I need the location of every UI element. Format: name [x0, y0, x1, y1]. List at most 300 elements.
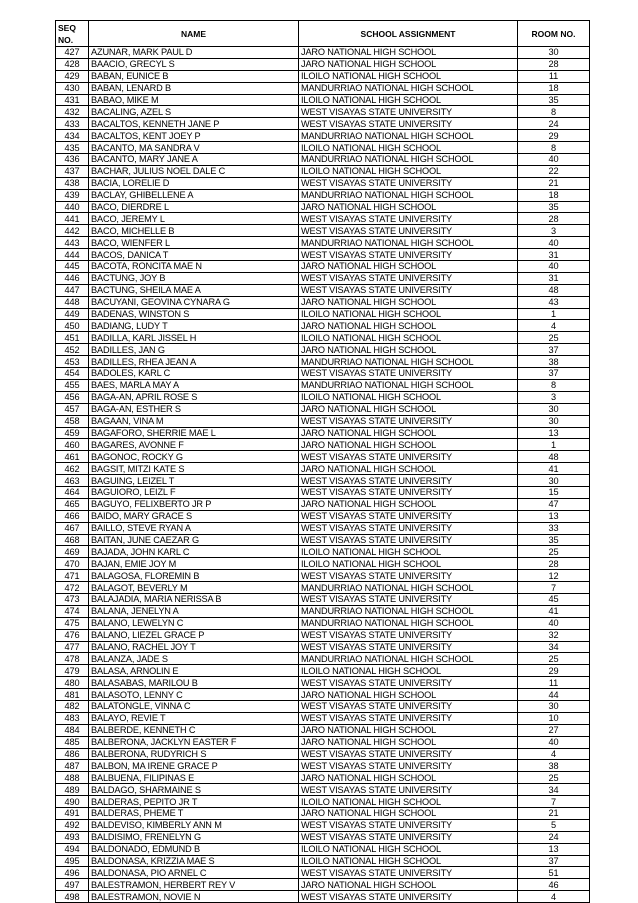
- cell-school: ILOILO NATIONAL HIGH SCHOOL: [299, 665, 518, 677]
- cell-room: 8: [518, 142, 590, 154]
- table-row: [56, 225, 590, 237]
- cell-name: BACANTO, MARY JANE A: [89, 154, 299, 166]
- cell-name: BAGAAN, VINA M: [89, 415, 299, 427]
- header-seq-line2: NO.: [58, 34, 74, 45]
- cell-seq: 434: [56, 130, 89, 142]
- cell-seq: 454: [56, 368, 89, 380]
- table-row: [56, 427, 590, 439]
- cell-school: WEST VISAYAS STATE UNIVERSITY: [299, 272, 518, 284]
- table-row: [56, 510, 590, 522]
- cell-room: 51: [518, 867, 590, 879]
- cell-school: MANDURRIAO NATIONAL HIGH SCHOOL: [299, 82, 518, 94]
- cell-seq: 427: [56, 47, 89, 59]
- cell-name: BALAJADIA, MARIA NERISSA B: [89, 593, 299, 605]
- table-row: [56, 498, 590, 510]
- cell-room: 30: [518, 700, 590, 712]
- cell-room: 4: [518, 891, 590, 903]
- cell-room: 48: [518, 451, 590, 463]
- cell-seq: 448: [56, 296, 89, 308]
- cell-school: WEST VISAYAS STATE UNIVERSITY: [299, 570, 518, 582]
- cell-school: WEST VISAYAS STATE UNIVERSITY: [299, 641, 518, 653]
- cell-name: BACLAY, GHIBELLENE A: [89, 189, 299, 201]
- header-school: SCHOOL ASSIGNMENT: [299, 21, 518, 47]
- cell-room: 31: [518, 272, 590, 284]
- table-row: [56, 201, 590, 213]
- header-seq-line1: SEQ: [58, 22, 76, 33]
- cell-room: 35: [518, 534, 590, 546]
- cell-name: BAGUIORO, LEIZL F: [89, 486, 299, 498]
- cell-room: 18: [518, 82, 590, 94]
- table-row: [56, 760, 590, 772]
- cell-room: 31: [518, 249, 590, 261]
- cell-room: 25: [518, 653, 590, 665]
- table-row: [56, 700, 590, 712]
- cell-school: WEST VISAYAS STATE UNIVERSITY: [299, 475, 518, 487]
- cell-school: JARO NATIONAL HIGH SCHOOL: [299, 498, 518, 510]
- cell-name: BALBERDE, KENNETH C: [89, 724, 299, 736]
- cell-seq: 445: [56, 261, 89, 273]
- cell-name: BACTUNG, SHEILA MAE A: [89, 284, 299, 296]
- cell-room: 24: [518, 831, 590, 843]
- cell-school: JARO NATIONAL HIGH SCHOOL: [299, 344, 518, 356]
- table-row: [56, 593, 590, 605]
- table-row: [56, 534, 590, 546]
- cell-seq: 480: [56, 677, 89, 689]
- table-row: [56, 308, 590, 320]
- cell-room: 37: [518, 344, 590, 356]
- cell-room: 27: [518, 724, 590, 736]
- table-row: [56, 796, 590, 808]
- cell-room: 13: [518, 427, 590, 439]
- table-row: [56, 879, 590, 891]
- table-row: [56, 867, 590, 879]
- table-row: [56, 403, 590, 415]
- cell-seq: 449: [56, 308, 89, 320]
- cell-seq: 428: [56, 58, 89, 70]
- table-row: [56, 736, 590, 748]
- cell-seq: 494: [56, 843, 89, 855]
- cell-seq: 429: [56, 70, 89, 82]
- cell-room: 43: [518, 296, 590, 308]
- cell-name: BAGA-AN, ESTHER S: [89, 403, 299, 415]
- table-row: [56, 439, 590, 451]
- table-row: [56, 891, 590, 903]
- assignment-table: [55, 20, 590, 903]
- cell-seq: 489: [56, 784, 89, 796]
- cell-school: ILOILO NATIONAL HIGH SCHOOL: [299, 855, 518, 867]
- cell-name: BADOLES, KARL C: [89, 368, 299, 380]
- cell-room: 40: [518, 237, 590, 249]
- table-row: [56, 356, 590, 368]
- cell-name: BAJAN, EMIE JOY M: [89, 558, 299, 570]
- cell-name: BAIDO, MARY GRACE S: [89, 510, 299, 522]
- cell-seq: 455: [56, 379, 89, 391]
- cell-name: BALDONADO, EDMUND B: [89, 843, 299, 855]
- header-name: NAME: [89, 21, 299, 47]
- cell-name: BABAN, LENARD B: [89, 82, 299, 94]
- cell-school: ILOILO NATIONAL HIGH SCHOOL: [299, 142, 518, 154]
- cell-room: 46: [518, 879, 590, 891]
- cell-room: 1: [518, 439, 590, 451]
- cell-seq: 496: [56, 867, 89, 879]
- cell-name: BAJADA, JOHN KARL C: [89, 546, 299, 558]
- table-row: [56, 142, 590, 154]
- table-row: [56, 772, 590, 784]
- cell-school: WEST VISAYAS STATE UNIVERSITY: [299, 629, 518, 641]
- cell-name: BADILLA, KARL JISSEL H: [89, 332, 299, 344]
- cell-name: BACALTOS, KENT JOEY P: [89, 130, 299, 142]
- cell-room: 34: [518, 641, 590, 653]
- cell-seq: 497: [56, 879, 89, 891]
- cell-name: BADIANG, LUDY T: [89, 320, 299, 332]
- table-row: [56, 808, 590, 820]
- cell-seq: 478: [56, 653, 89, 665]
- cell-school: ILOILO NATIONAL HIGH SCHOOL: [299, 796, 518, 808]
- cell-name: BALDONASA, PIO ARNEL C: [89, 867, 299, 879]
- cell-school: WEST VISAYAS STATE UNIVERSITY: [299, 284, 518, 296]
- cell-room: 24: [518, 118, 590, 130]
- cell-school: WEST VISAYAS STATE UNIVERSITY: [299, 677, 518, 689]
- cell-room: 11: [518, 70, 590, 82]
- cell-room: 47: [518, 498, 590, 510]
- cell-name: BALDONASA, KRIZZIA MAE S: [89, 855, 299, 867]
- cell-name: BALANA, JENELYN A: [89, 605, 299, 617]
- cell-seq: 463: [56, 475, 89, 487]
- cell-room: 7: [518, 582, 590, 594]
- table-row: [56, 344, 590, 356]
- cell-name: BADENAS, WINSTON S: [89, 308, 299, 320]
- cell-name: BABAO, MIKE M: [89, 94, 299, 106]
- cell-seq: 477: [56, 641, 89, 653]
- cell-school: JARO NATIONAL HIGH SCHOOL: [299, 772, 518, 784]
- cell-name: BALANO, LEWELYN C: [89, 617, 299, 629]
- cell-room: 32: [518, 629, 590, 641]
- cell-school: WEST VISAYAS STATE UNIVERSITY: [299, 867, 518, 879]
- cell-name: BALDERAS, PEPITO JR T: [89, 796, 299, 808]
- cell-school: MANDURRIAO NATIONAL HIGH SCHOOL: [299, 130, 518, 142]
- cell-school: WEST VISAYAS STATE UNIVERSITY: [299, 451, 518, 463]
- cell-room: 40: [518, 617, 590, 629]
- cell-name: BACHAR, JULIUS NOEL DALE C: [89, 165, 299, 177]
- cell-school: JARO NATIONAL HIGH SCHOOL: [299, 261, 518, 273]
- cell-room: 28: [518, 213, 590, 225]
- header-seq: [56, 21, 89, 47]
- cell-room: 41: [518, 605, 590, 617]
- table-row: [56, 724, 590, 736]
- table-row: [56, 213, 590, 225]
- cell-room: 28: [518, 558, 590, 570]
- cell-seq: 462: [56, 463, 89, 475]
- cell-room: 33: [518, 522, 590, 534]
- cell-seq: 487: [56, 760, 89, 772]
- cell-school: ILOILO NATIONAL HIGH SCHOOL: [299, 843, 518, 855]
- cell-seq: 451: [56, 332, 89, 344]
- table-row: [56, 653, 590, 665]
- cell-seq: 495: [56, 855, 89, 867]
- table-row: [56, 665, 590, 677]
- cell-school: JARO NATIONAL HIGH SCHOOL: [299, 296, 518, 308]
- cell-school: WEST VISAYAS STATE UNIVERSITY: [299, 891, 518, 903]
- cell-school: WEST VISAYAS STATE UNIVERSITY: [299, 213, 518, 225]
- cell-room: 8: [518, 379, 590, 391]
- cell-seq: 444: [56, 249, 89, 261]
- header-room: ROOM NO.: [518, 21, 590, 47]
- table-row: [56, 94, 590, 106]
- cell-seq: 460: [56, 439, 89, 451]
- cell-room: 3: [518, 391, 590, 403]
- cell-room: 29: [518, 130, 590, 142]
- cell-school: ILOILO NATIONAL HIGH SCHOOL: [299, 546, 518, 558]
- cell-seq: 439: [56, 189, 89, 201]
- cell-school: JARO NATIONAL HIGH SCHOOL: [299, 403, 518, 415]
- table-row: [56, 272, 590, 284]
- table-row: [56, 605, 590, 617]
- table-row: [56, 368, 590, 380]
- cell-seq: 470: [56, 558, 89, 570]
- header-row: [56, 21, 590, 47]
- cell-room: 25: [518, 772, 590, 784]
- cell-name: BACO, JEREMY L: [89, 213, 299, 225]
- cell-school: WEST VISAYAS STATE UNIVERSITY: [299, 510, 518, 522]
- cell-room: 8: [518, 106, 590, 118]
- cell-name: BAGARES, AVONNE F: [89, 439, 299, 451]
- cell-room: 3: [518, 225, 590, 237]
- table-row: [56, 558, 590, 570]
- table-row: [56, 546, 590, 558]
- cell-name: BALASA, ARNOLIN E: [89, 665, 299, 677]
- cell-seq: 459: [56, 427, 89, 439]
- cell-room: 38: [518, 760, 590, 772]
- cell-school: WEST VISAYAS STATE UNIVERSITY: [299, 225, 518, 237]
- cell-name: BAES, MARLA MAY A: [89, 379, 299, 391]
- cell-school: ILOILO NATIONAL HIGH SCHOOL: [299, 308, 518, 320]
- cell-seq: 430: [56, 82, 89, 94]
- cell-room: 35: [518, 94, 590, 106]
- cell-name: BAACIO, GRECYL S: [89, 58, 299, 70]
- table-row: [56, 391, 590, 403]
- cell-name: BALDEVISO, KIMBERLY ANN M: [89, 819, 299, 831]
- cell-school: MANDURRIAO NATIONAL HIGH SCHOOL: [299, 356, 518, 368]
- cell-room: 13: [518, 843, 590, 855]
- table-row: [56, 784, 590, 796]
- table-row: [56, 641, 590, 653]
- cell-name: BALBERONA, JACKLYN EASTER F: [89, 736, 299, 748]
- cell-room: 34: [518, 784, 590, 796]
- cell-school: ILOILO NATIONAL HIGH SCHOOL: [299, 332, 518, 344]
- cell-room: 25: [518, 546, 590, 558]
- cell-seq: 468: [56, 534, 89, 546]
- table-row: [56, 415, 590, 427]
- cell-room: 4: [518, 748, 590, 760]
- cell-seq: 485: [56, 736, 89, 748]
- cell-name: BALASOTO, LENNY C: [89, 689, 299, 701]
- table-row: [56, 629, 590, 641]
- table-row: [56, 249, 590, 261]
- cell-room: 48: [518, 284, 590, 296]
- cell-name: BALBON, MA IRENE GRACE P: [89, 760, 299, 772]
- cell-name: BACALING, AZEL S: [89, 106, 299, 118]
- cell-name: BABAN, EUNICE B: [89, 70, 299, 82]
- cell-school: WEST VISAYAS STATE UNIVERSITY: [299, 486, 518, 498]
- cell-school: WEST VISAYAS STATE UNIVERSITY: [299, 177, 518, 189]
- cell-name: BALAGOSA, FLOREMIN B: [89, 570, 299, 582]
- cell-room: 45: [518, 593, 590, 605]
- cell-name: BACO, MICHELLE B: [89, 225, 299, 237]
- cell-seq: 443: [56, 237, 89, 249]
- cell-seq: 474: [56, 605, 89, 617]
- table-row: [56, 475, 590, 487]
- table-row: [56, 177, 590, 189]
- table-row: [56, 582, 590, 594]
- cell-school: WEST VISAYAS STATE UNIVERSITY: [299, 760, 518, 772]
- table-row: [56, 154, 590, 166]
- cell-seq: 436: [56, 154, 89, 166]
- table-row: [56, 284, 590, 296]
- cell-school: MANDURRIAO NATIONAL HIGH SCHOOL: [299, 653, 518, 665]
- cell-name: BAITAN, JUNE CAEZAR G: [89, 534, 299, 546]
- cell-school: JARO NATIONAL HIGH SCHOOL: [299, 689, 518, 701]
- cell-seq: 433: [56, 118, 89, 130]
- cell-school: WEST VISAYAS STATE UNIVERSITY: [299, 415, 518, 427]
- cell-room: 37: [518, 855, 590, 867]
- cell-school: MANDURRIAO NATIONAL HIGH SCHOOL: [299, 154, 518, 166]
- cell-name: BALBUENA, FILIPINAS E: [89, 772, 299, 784]
- cell-school: WEST VISAYAS STATE UNIVERSITY: [299, 700, 518, 712]
- cell-room: 12: [518, 570, 590, 582]
- cell-school: JARO NATIONAL HIGH SCHOOL: [299, 58, 518, 70]
- cell-name: BAGONOC, ROCKY G: [89, 451, 299, 463]
- cell-seq: 473: [56, 593, 89, 605]
- cell-room: 1: [518, 308, 590, 320]
- cell-seq: 442: [56, 225, 89, 237]
- table-row: [56, 451, 590, 463]
- cell-name: BAGAFORO, SHERRIE MAE L: [89, 427, 299, 439]
- cell-seq: 481: [56, 689, 89, 701]
- cell-school: WEST VISAYAS STATE UNIVERSITY: [299, 784, 518, 796]
- cell-school: JARO NATIONAL HIGH SCHOOL: [299, 724, 518, 736]
- cell-name: BAGA-AN, APRIL ROSE S: [89, 391, 299, 403]
- cell-room: 30: [518, 475, 590, 487]
- cell-seq: 484: [56, 724, 89, 736]
- cell-name: BAILLO, STEVE RYAN A: [89, 522, 299, 534]
- table-row: [56, 819, 590, 831]
- cell-school: WEST VISAYAS STATE UNIVERSITY: [299, 534, 518, 546]
- cell-room: 18: [518, 189, 590, 201]
- cell-name: BALASABAS, MARILOU B: [89, 677, 299, 689]
- cell-school: JARO NATIONAL HIGH SCHOOL: [299, 320, 518, 332]
- cell-seq: 447: [56, 284, 89, 296]
- cell-room: 22: [518, 165, 590, 177]
- cell-school: JARO NATIONAL HIGH SCHOOL: [299, 808, 518, 820]
- cell-school: JARO NATIONAL HIGH SCHOOL: [299, 201, 518, 213]
- cell-seq: 458: [56, 415, 89, 427]
- table-row: [56, 712, 590, 724]
- cell-name: BALDERAS, PHEME T: [89, 808, 299, 820]
- cell-school: MANDURRIAO NATIONAL HIGH SCHOOL: [299, 379, 518, 391]
- cell-seq: 490: [56, 796, 89, 808]
- cell-name: BACO, DIERDRE L: [89, 201, 299, 213]
- cell-school: JARO NATIONAL HIGH SCHOOL: [299, 463, 518, 475]
- table-row: [56, 855, 590, 867]
- cell-seq: 498: [56, 891, 89, 903]
- cell-seq: 466: [56, 510, 89, 522]
- table-row: [56, 570, 590, 582]
- cell-room: 38: [518, 356, 590, 368]
- cell-room: 41: [518, 463, 590, 475]
- cell-name: BALAGOT, BEVERLY M: [89, 582, 299, 594]
- cell-seq: 453: [56, 356, 89, 368]
- table-row: [56, 237, 590, 249]
- cell-name: BACANTO, MA SANDRA V: [89, 142, 299, 154]
- table-row: [56, 261, 590, 273]
- cell-name: BAGSIT, MITZI KATE S: [89, 463, 299, 475]
- cell-name: BALESTRAMON, NOVIE N: [89, 891, 299, 903]
- cell-school: MANDURRIAO NATIONAL HIGH SCHOOL: [299, 605, 518, 617]
- cell-room: 40: [518, 154, 590, 166]
- cell-name: BALATONGLE, VINNA C: [89, 700, 299, 712]
- cell-name: BAGUING, LEIZEL T: [89, 475, 299, 487]
- cell-school: WEST VISAYAS STATE UNIVERSITY: [299, 819, 518, 831]
- cell-room: 10: [518, 712, 590, 724]
- cell-name: BALANZA, JADE S: [89, 653, 299, 665]
- cell-room: 44: [518, 689, 590, 701]
- cell-school: MANDURRIAO NATIONAL HIGH SCHOOL: [299, 617, 518, 629]
- cell-name: BALDISIMO, FRENELYN G: [89, 831, 299, 843]
- cell-room: 25: [518, 332, 590, 344]
- table-body: [56, 47, 590, 903]
- table-row: [56, 522, 590, 534]
- cell-school: ILOILO NATIONAL HIGH SCHOOL: [299, 165, 518, 177]
- cell-name: BALBERONA, RUDYRICH S: [89, 748, 299, 760]
- cell-school: WEST VISAYAS STATE UNIVERSITY: [299, 712, 518, 724]
- cell-seq: 440: [56, 201, 89, 213]
- table-row: [56, 843, 590, 855]
- cell-seq: 479: [56, 665, 89, 677]
- cell-room: 15: [518, 486, 590, 498]
- cell-name: BALANO, LIEZEL GRACE P: [89, 629, 299, 641]
- cell-name: BACALTOS, KENNETH JANE P: [89, 118, 299, 130]
- cell-name: BALANO, RACHEL JOY T: [89, 641, 299, 653]
- cell-room: 30: [518, 403, 590, 415]
- cell-seq: 475: [56, 617, 89, 629]
- cell-school: MANDURRIAO NATIONAL HIGH SCHOOL: [299, 582, 518, 594]
- cell-seq: 469: [56, 546, 89, 558]
- cell-seq: 432: [56, 106, 89, 118]
- table-row: [56, 379, 590, 391]
- cell-seq: 483: [56, 712, 89, 724]
- table-row: [56, 58, 590, 70]
- cell-name: BADILLES, JAN G: [89, 344, 299, 356]
- cell-seq: 488: [56, 772, 89, 784]
- cell-school: JARO NATIONAL HIGH SCHOOL: [299, 47, 518, 59]
- table-row: [56, 617, 590, 629]
- table-row: [56, 748, 590, 760]
- cell-name: BACUYANI, GEOVINA CYNARA G: [89, 296, 299, 308]
- cell-seq: 476: [56, 629, 89, 641]
- cell-room: 11: [518, 677, 590, 689]
- cell-seq: 441: [56, 213, 89, 225]
- cell-seq: 438: [56, 177, 89, 189]
- cell-school: ILOILO NATIONAL HIGH SCHOOL: [299, 391, 518, 403]
- table-row: [56, 486, 590, 498]
- cell-name: BACOTA, RONCITA MAE N: [89, 261, 299, 273]
- table-row: [56, 677, 590, 689]
- cell-seq: 457: [56, 403, 89, 415]
- cell-name: BACTUNG, JOY B: [89, 272, 299, 284]
- cell-seq: 437: [56, 165, 89, 177]
- cell-name: BADILLES, RHEA JEAN A: [89, 356, 299, 368]
- table-row: [56, 165, 590, 177]
